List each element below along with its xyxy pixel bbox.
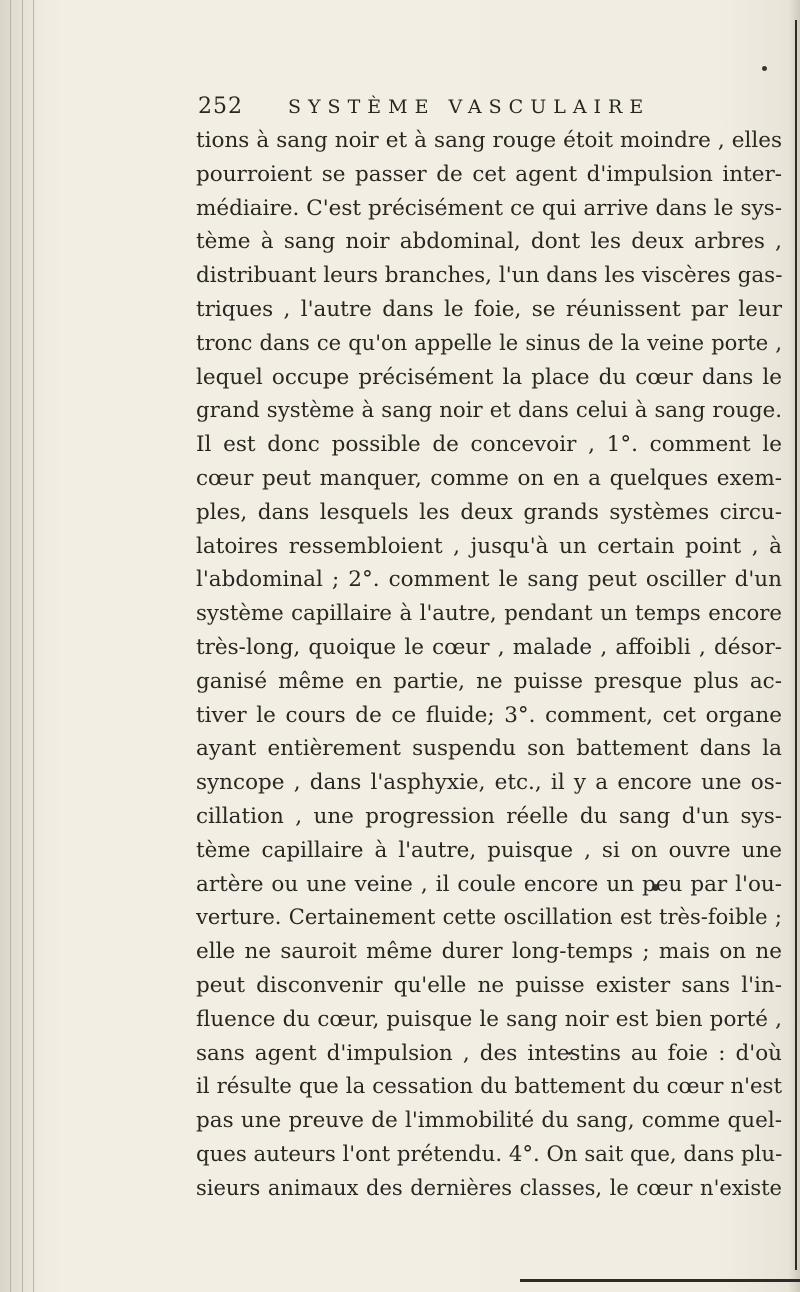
text-line: sieurs animaux des dernières classes, le cœur n'existe [196, 1175, 782, 1200]
body-text [196, 124, 782, 1206]
text-line: peut disconvenir qu'elle ne puisse exister sans l'in- [196, 972, 782, 998]
text-line: fluence du cœur, puisque le sang noir est bien porté , [196, 1006, 782, 1032]
text-line: verture. Certainement cette oscillation est très-foible ; [196, 905, 782, 930]
text-line: artère ou une veine , il coule encore un peu par l'ou- [196, 871, 782, 897]
text-line: ayant entièrement suspendu son battement dans la [196, 736, 782, 762]
text-line: ples, dans lesquels les deux grands systèmes circu- [196, 499, 782, 525]
text-line: latoires ressembloient , jusqu'à un certain point , à [196, 533, 782, 559]
text-line: sans agent d'impulsion , des intestins au foie : d'où [196, 1040, 782, 1066]
text-line: lequel occupe précisément la place du cœur dans le [196, 364, 782, 390]
text-line: tions à sang noir et à sang rouge étoit moindre , elles [196, 128, 782, 153]
text-line: ganisé même en partie, ne puisse presque plus ac- [196, 668, 782, 694]
text-line: ques auteurs l'ont prétendu. 4°. On sait que, dans plu- [196, 1141, 783, 1167]
text-line: distribuant leurs branches, l'un dans les viscères gas- [196, 263, 783, 289]
text-line: syncope , dans l'asphyxie, etc., il y a encore une os- [196, 770, 782, 796]
gutter-line [10, 0, 11, 1292]
gutter-line [33, 0, 34, 1292]
text-line: médiaire. C'est précisément ce qui arrive dans le sys- [196, 195, 782, 221]
text-line: elle ne sauroit même durer long-temps ; mais on ne [196, 939, 782, 965]
text-line: grand système à sang noir et dans celui à sang rouge. [196, 398, 782, 424]
text-line: tème capillaire à l'autre, puisque , si on ouvre une [196, 837, 782, 863]
text-line: tiver le cours de ce fluide; 3°. comment, cet organe [196, 702, 782, 728]
text-line: Il est donc possible de concevoir , 1°. comment le [196, 432, 782, 458]
text-line: tronc dans ce qu'on appelle le sinus de la veine porte , [196, 330, 782, 355]
running-title: SYSTÈME VASCULAIRE [288, 96, 651, 118]
text-line: pourroient se passer de cet agent d'impulsion inter- [196, 161, 782, 187]
bottom-edge-rule [520, 1279, 800, 1282]
text-line: tème à sang noir abdominal, dont les deux arbres , [196, 229, 782, 255]
text-line: cœur peut manquer, comme on en a quelques exem- [196, 465, 782, 491]
gutter-line [22, 0, 23, 1292]
text-line: il résulte que la cessation du battement du cœur n'est [196, 1074, 782, 1100]
ink-speck [762, 66, 767, 71]
text-line: l'abdominal ; 2°. comment le sang peut osciller d'un [196, 567, 782, 593]
page-number: 252 [198, 94, 243, 119]
text-line: triques , l'autre dans le foie, se réunissent par leur [196, 296, 782, 322]
text-line: très-long, quoique le cœur , malade , affoibli , désor- [196, 634, 782, 660]
text-line: cillation , une progression réelle du sang d'un sys- [196, 803, 782, 829]
text-line: pas une preuve de l'immobilité du sang, comme quel- [196, 1108, 782, 1134]
page-right-edge [788, 0, 800, 1292]
text-line: système capillaire à l'autre, pendant un temps encore [196, 601, 782, 627]
page-edge-shadow [795, 20, 797, 1270]
binding-gutter [0, 0, 42, 1292]
page-header [198, 94, 758, 128]
